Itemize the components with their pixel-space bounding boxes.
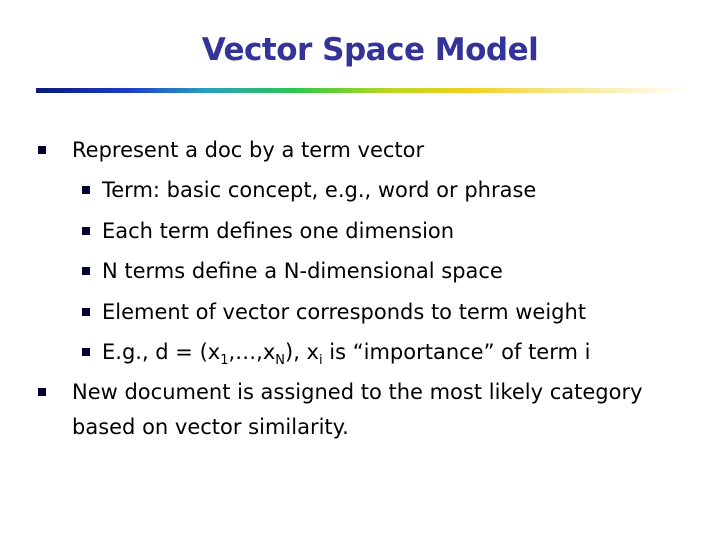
formula-text: ,…,x	[228, 340, 276, 364]
subscript: 1	[220, 353, 229, 368]
slide-title: Vector Space Model	[201, 32, 539, 68]
subscript: i	[318, 353, 323, 368]
sub-bullet-square-icon	[82, 267, 90, 275]
sub-bullet-text: Term: basic concept, e.g., word or phrase	[102, 178, 537, 202]
formula-text: ), x	[285, 340, 319, 364]
sub-bullet-square-icon	[82, 348, 90, 356]
formula-text: is “importance” of term i	[322, 340, 591, 364]
bullet-text-line1: New document is assigned to the most likely category	[72, 380, 643, 404]
sub-bullet-text: N terms define a N-dimensional space	[102, 259, 503, 283]
sub-bullet-text: Each term defines one dimension	[102, 219, 455, 243]
sub-bullet-text-formula	[102, 337, 590, 371]
sub-bullet-text: Element of vector corresponds to term weight	[102, 300, 587, 324]
bullet-square-icon	[38, 388, 46, 396]
bullet-text: Represent a doc by a term vector	[72, 138, 425, 162]
sub-bullet-square-icon	[82, 186, 90, 194]
sub-bullet-square-icon	[82, 227, 90, 235]
title-divider	[36, 88, 690, 93]
bullet-square-icon	[38, 146, 46, 154]
subscript: N	[275, 353, 285, 368]
bullet-text-line2: based on vector similarity.	[72, 415, 349, 439]
formula-text: E.g., d = (x	[102, 340, 221, 364]
sub-bullet-square-icon	[82, 308, 90, 316]
